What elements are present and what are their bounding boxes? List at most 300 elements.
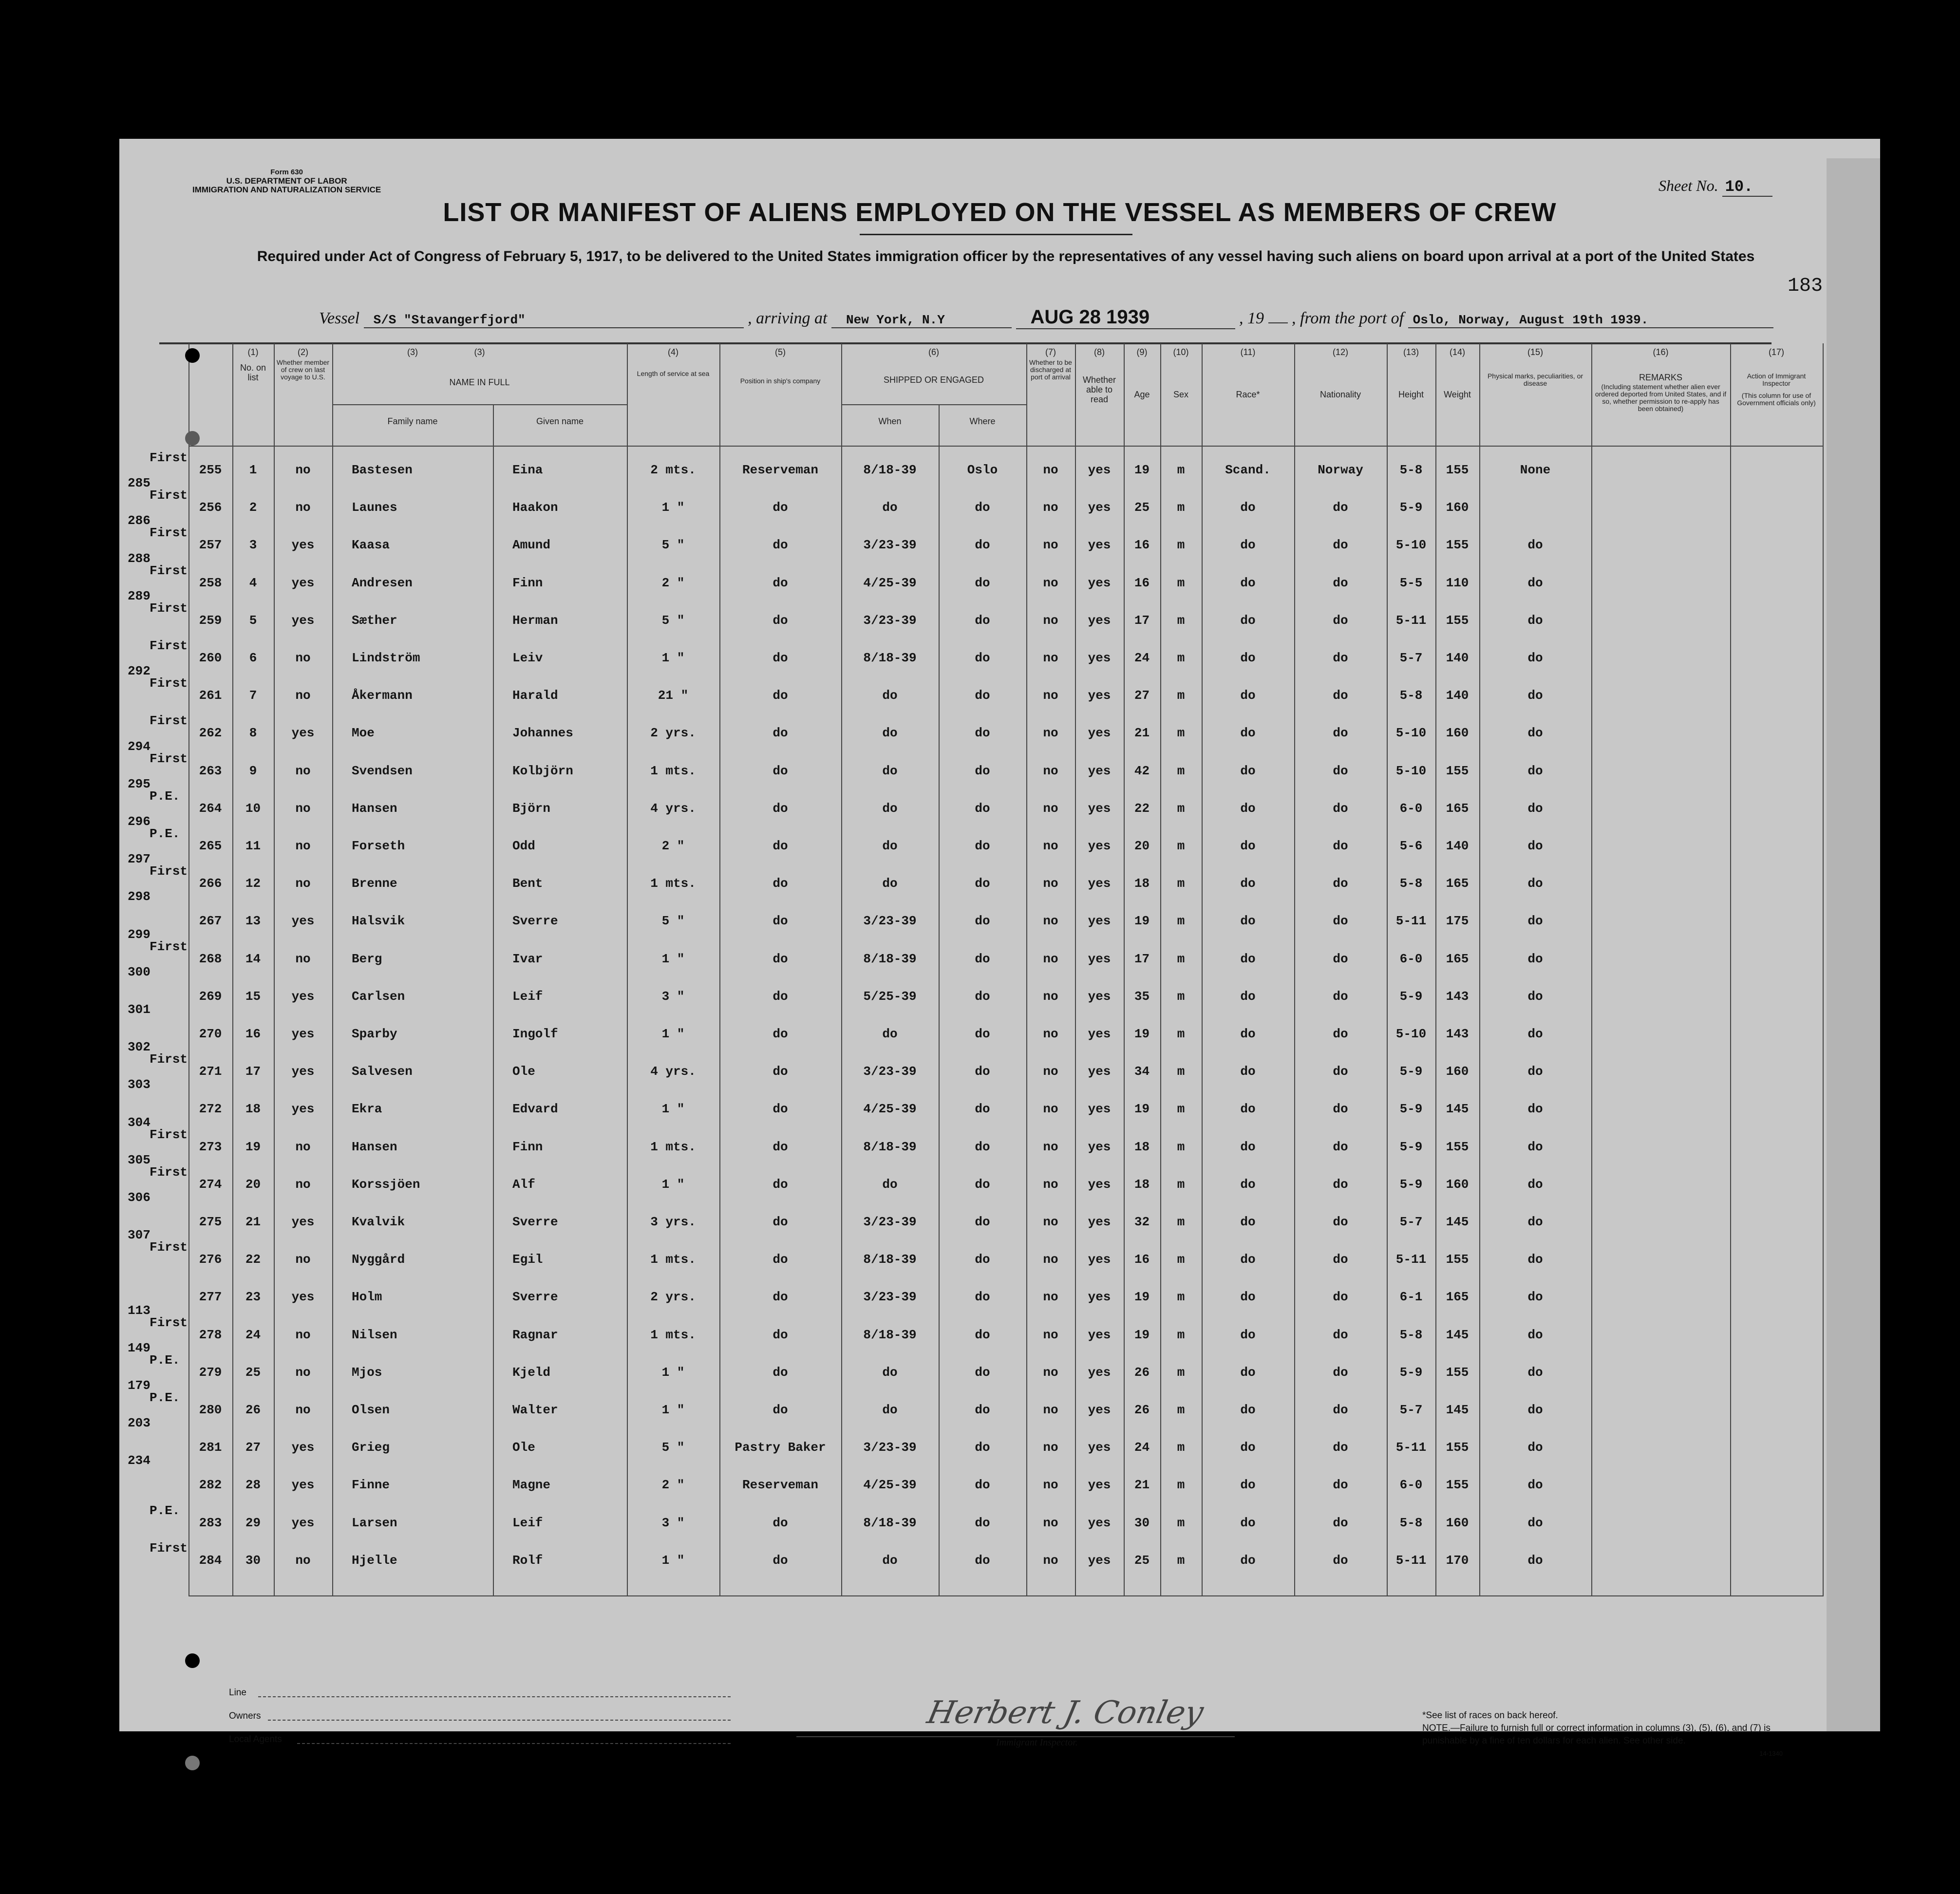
race: do xyxy=(1240,1515,1256,1530)
crew-ref-number: 275 xyxy=(199,1215,222,1229)
weight: 155 xyxy=(1446,1478,1469,1493)
height: 5-9 xyxy=(1399,989,1423,1004)
crew-ref-number: 279 xyxy=(199,1365,222,1380)
year-prefix: , 19 xyxy=(1239,309,1264,327)
physical-marks: do xyxy=(1527,1252,1543,1267)
list-number: 10 xyxy=(245,801,261,816)
given-name: Bent xyxy=(512,876,543,891)
column-number: (6) xyxy=(928,347,939,357)
margin-note: First xyxy=(150,1052,188,1067)
physical-marks: do xyxy=(1527,914,1543,929)
nationality: do xyxy=(1333,1478,1348,1493)
last-voyage: no xyxy=(295,1177,311,1192)
column-header: No. on list xyxy=(240,363,266,382)
list-number: 15 xyxy=(245,989,261,1004)
service-length: 1 mts. xyxy=(650,1327,696,1342)
discharged: no xyxy=(1043,1365,1058,1380)
margin-note: 298 xyxy=(128,889,151,904)
sex: m xyxy=(1177,1027,1185,1041)
agents-field xyxy=(297,1743,731,1744)
column-number: (9) xyxy=(1136,347,1148,357)
physical-marks: do xyxy=(1527,1177,1543,1192)
margin-note: First xyxy=(150,1315,188,1330)
race: do xyxy=(1240,1027,1256,1041)
position: do xyxy=(773,1064,788,1079)
discharged: no xyxy=(1043,1478,1058,1493)
last-voyage: yes xyxy=(291,575,315,590)
inspector-signature: Herbert J. Conley xyxy=(924,1695,1207,1731)
weight: 140 xyxy=(1446,839,1469,853)
list-number: 5 xyxy=(249,613,257,628)
able-to-read: yes xyxy=(1088,951,1111,966)
last-voyage: no xyxy=(295,651,311,665)
service-length: 1 " xyxy=(661,500,685,515)
physical-marks: do xyxy=(1527,688,1543,703)
column-divider xyxy=(493,404,494,1595)
family-name: Korssjöen xyxy=(352,1177,420,1192)
able-to-read: yes xyxy=(1088,463,1111,477)
age: 26 xyxy=(1134,1365,1150,1380)
sex: m xyxy=(1177,500,1185,515)
margin-note: P.E. xyxy=(150,826,180,841)
shipped-where: do xyxy=(975,613,990,628)
sex: m xyxy=(1177,726,1185,741)
given-name: Leiv xyxy=(512,651,543,665)
physical-marks: do xyxy=(1527,1365,1543,1380)
position: do xyxy=(773,1365,788,1380)
list-number: 7 xyxy=(249,688,257,703)
age: 19 xyxy=(1134,914,1150,929)
race: do xyxy=(1240,1252,1256,1267)
race: do xyxy=(1240,876,1256,891)
column-header: Whether to be discharged at port of arrival xyxy=(1029,358,1072,381)
last-voyage: yes xyxy=(291,989,315,1004)
nationality: Norway xyxy=(1318,463,1363,477)
last-voyage: no xyxy=(295,688,311,703)
shipped-where: do xyxy=(975,1252,990,1267)
service: IMMIGRATION AND NATURALIZATION SERVICE xyxy=(192,185,381,194)
margin-note: 179 xyxy=(128,1378,151,1393)
shipped-when: do xyxy=(882,1403,898,1417)
weight: 155 xyxy=(1446,1252,1469,1267)
service-length: 2 mts. xyxy=(650,463,696,477)
nationality: do xyxy=(1333,1365,1348,1380)
given-name: Ole xyxy=(512,1064,535,1079)
discharged: no xyxy=(1043,500,1058,515)
crew-ref-number: 271 xyxy=(199,1064,222,1079)
last-voyage: no xyxy=(295,876,311,891)
list-number: 28 xyxy=(245,1478,261,1493)
sex: m xyxy=(1177,1139,1185,1154)
service-length: 1 " xyxy=(661,1102,685,1117)
service-length: 1 mts. xyxy=(650,876,696,891)
column-number: (17) xyxy=(1768,347,1784,357)
shipped-when: do xyxy=(882,801,898,816)
sex: m xyxy=(1177,613,1185,628)
punch-hole xyxy=(185,348,200,363)
column-number: (16) xyxy=(1653,347,1669,357)
shipped-when: 8/18-39 xyxy=(863,463,917,477)
list-number: 27 xyxy=(245,1440,261,1455)
shipped-where: do xyxy=(975,1327,990,1342)
given-name: Ragnar xyxy=(512,1327,558,1342)
last-voyage: no xyxy=(295,1327,311,1342)
column-group-header: SHIPPED OR ENGAGED xyxy=(883,375,984,385)
service-length: 1 " xyxy=(661,651,685,665)
race: do xyxy=(1240,538,1256,553)
list-number: 3 xyxy=(249,538,257,553)
able-to-read: yes xyxy=(1088,801,1111,816)
position: Pastry Baker xyxy=(735,1440,826,1455)
shipped-where: do xyxy=(975,651,990,665)
crew-ref-number: 272 xyxy=(199,1102,222,1117)
shipped-when: 3/23-39 xyxy=(863,1290,917,1305)
shipped-when: do xyxy=(882,688,898,703)
arriving-at: New York, N.Y xyxy=(831,313,1012,328)
crew-ref-number: 264 xyxy=(199,801,222,816)
family-name: Lindström xyxy=(352,651,420,665)
shipped-where: do xyxy=(975,1139,990,1154)
height: 5-6 xyxy=(1399,839,1423,853)
margin-note: 305 xyxy=(128,1152,151,1167)
crew-ref-number: 277 xyxy=(199,1290,222,1305)
crew-ref-number: 258 xyxy=(199,575,222,590)
shipped-when: 8/18-39 xyxy=(863,1515,917,1530)
list-number: 14 xyxy=(245,951,261,966)
physical-marks: do xyxy=(1527,1139,1543,1154)
crew-ref-number: 282 xyxy=(199,1478,222,1493)
family-name: Nyggård xyxy=(352,1252,405,1267)
family-name: Forseth xyxy=(352,839,405,853)
service-length: 1 " xyxy=(661,1403,685,1417)
physical-marks: do xyxy=(1527,876,1543,891)
sex: m xyxy=(1177,1327,1185,1342)
shipped-where: do xyxy=(975,763,990,778)
height: 5-11 xyxy=(1395,1553,1427,1568)
discharged: no xyxy=(1043,575,1058,590)
weight: 165 xyxy=(1446,801,1469,816)
column-header: Whether member of crew on last voyage to U.S. xyxy=(276,358,330,381)
line-label: Line xyxy=(229,1688,246,1698)
age: 19 xyxy=(1134,1290,1150,1305)
crew-ref-number: 265 xyxy=(199,839,222,853)
weight: 155 xyxy=(1446,1139,1469,1154)
shipped-when: do xyxy=(882,1027,898,1041)
crew-ref-number: 260 xyxy=(199,651,222,665)
last-voyage: no xyxy=(295,763,311,778)
department: U.S. DEPARTMENT OF LABOR xyxy=(226,176,347,186)
physical-marks: do xyxy=(1527,763,1543,778)
margin-note: First xyxy=(150,864,188,879)
crew-ref-number: 284 xyxy=(199,1553,222,1568)
physical-marks: do xyxy=(1527,989,1543,1004)
nationality: do xyxy=(1333,1553,1348,1568)
sheet-number xyxy=(1658,177,1772,196)
given-name: Leif xyxy=(512,1515,543,1530)
column-number: (7) xyxy=(1045,347,1056,357)
given-name: Rolf xyxy=(512,1553,543,1568)
discharged: no xyxy=(1043,801,1058,816)
arriving-label: , arriving at xyxy=(748,309,828,327)
height: 5-8 xyxy=(1399,1515,1423,1530)
crew-ref-number: 274 xyxy=(199,1177,222,1192)
sex: m xyxy=(1177,1403,1185,1417)
last-voyage: yes xyxy=(291,914,315,929)
margin-note: First xyxy=(150,638,188,653)
column-number: (10) xyxy=(1173,347,1189,357)
weight: 145 xyxy=(1446,1327,1469,1342)
last-voyage: yes xyxy=(291,1064,315,1079)
height: 5-9 xyxy=(1399,1064,1423,1079)
able-to-read: yes xyxy=(1088,726,1111,741)
age: 17 xyxy=(1134,613,1150,628)
discharged: no xyxy=(1043,1403,1058,1417)
sex: m xyxy=(1177,538,1185,553)
column-header: Position in ship's company xyxy=(740,377,821,385)
list-number: 9 xyxy=(249,763,257,778)
given-name: Harald xyxy=(512,688,558,703)
margin-note: 286 xyxy=(128,513,151,528)
last-voyage: yes xyxy=(291,1027,315,1041)
position: do xyxy=(773,1252,788,1267)
last-voyage: no xyxy=(295,500,311,515)
given-name: Ivar xyxy=(512,951,543,966)
family-name: Kvalvik xyxy=(352,1215,405,1229)
last-voyage: yes xyxy=(291,726,315,741)
column-number: (2) xyxy=(298,347,308,357)
margin-note: 307 xyxy=(128,1228,151,1243)
race: do xyxy=(1240,1139,1256,1154)
weight: 170 xyxy=(1446,1553,1469,1568)
weight: 140 xyxy=(1446,688,1469,703)
shipped-when: 8/18-39 xyxy=(863,1327,917,1342)
weight: 110 xyxy=(1446,575,1469,590)
column-number: (15) xyxy=(1527,347,1543,357)
age: 18 xyxy=(1134,1177,1150,1192)
service-length: 1 mts. xyxy=(650,763,696,778)
shipped-where: do xyxy=(975,876,990,891)
nationality: do xyxy=(1333,1139,1348,1154)
margin-note: 300 xyxy=(128,964,151,979)
shipped-where: do xyxy=(975,1102,990,1117)
shipped-where: do xyxy=(975,1515,990,1530)
discharged: no xyxy=(1043,876,1058,891)
nationality: do xyxy=(1333,613,1348,628)
able-to-read: yes xyxy=(1088,500,1111,515)
sheet-edge xyxy=(1827,158,1880,1731)
nationality: do xyxy=(1333,801,1348,816)
family-name: Hansen xyxy=(352,1139,397,1154)
physical-marks: do xyxy=(1527,1403,1543,1417)
shipped-when: do xyxy=(882,726,898,741)
given-name: Finn xyxy=(512,575,543,590)
given-name: Kjeld xyxy=(512,1365,551,1380)
family-name: Sæther xyxy=(352,613,397,628)
nationality: do xyxy=(1333,1215,1348,1229)
position: do xyxy=(773,839,788,853)
service-length: 3 yrs. xyxy=(650,1215,696,1229)
race: do xyxy=(1240,1215,1256,1229)
able-to-read: yes xyxy=(1088,613,1111,628)
crew-ref-number: 257 xyxy=(199,538,222,553)
shipped-when: do xyxy=(882,500,898,515)
form-code: 14-1340 xyxy=(1759,1750,1783,1757)
column-number: (12) xyxy=(1332,347,1348,357)
shipped-when: 8/18-39 xyxy=(863,951,917,966)
column-divider xyxy=(1730,343,1731,1595)
physical-marks: do xyxy=(1527,1515,1543,1530)
margin-note: 302 xyxy=(128,1040,151,1055)
sex: m xyxy=(1177,1102,1185,1117)
age: 24 xyxy=(1134,651,1150,665)
discharged: no xyxy=(1043,1139,1058,1154)
nationality: do xyxy=(1333,1515,1348,1530)
position: do xyxy=(773,1027,788,1041)
last-voyage: yes xyxy=(291,1290,315,1305)
physical-marks: do xyxy=(1527,1478,1543,1493)
shipped-where: do xyxy=(975,726,990,741)
margin-note: First xyxy=(150,1164,188,1180)
given-name: Edvard xyxy=(512,1102,558,1117)
column-header: Race* xyxy=(1236,390,1260,399)
able-to-read: yes xyxy=(1088,1478,1111,1493)
weight: 175 xyxy=(1446,914,1469,929)
vessel-name: S/S "Stavangerfjord" xyxy=(364,313,744,328)
nationality: do xyxy=(1333,1177,1348,1192)
shipped-when: do xyxy=(882,1177,898,1192)
age: 25 xyxy=(1134,1553,1150,1568)
able-to-read: yes xyxy=(1088,1215,1111,1229)
height: 5-11 xyxy=(1395,1440,1427,1455)
height: 5-9 xyxy=(1399,1177,1423,1192)
family-name: Hjelle xyxy=(352,1553,397,1568)
age: 19 xyxy=(1134,463,1150,477)
age: 22 xyxy=(1134,801,1150,816)
race: do xyxy=(1240,1403,1256,1417)
discharged: no xyxy=(1043,1515,1058,1530)
able-to-read: yes xyxy=(1088,1440,1111,1455)
age: 16 xyxy=(1134,538,1150,553)
column-number: (5) xyxy=(775,347,786,357)
family-name: Sparby xyxy=(352,1027,397,1041)
weight: 160 xyxy=(1446,726,1469,741)
discharged: no xyxy=(1043,1252,1058,1267)
age: 26 xyxy=(1134,1403,1150,1417)
discharged: no xyxy=(1043,951,1058,966)
list-number: 19 xyxy=(245,1139,261,1154)
age: 21 xyxy=(1134,1478,1150,1493)
height: 5-5 xyxy=(1399,575,1423,590)
service-length: 2 " xyxy=(661,839,685,853)
service-length: 1 mts. xyxy=(650,1139,696,1154)
margin-note: First xyxy=(150,450,188,465)
given-name: Amund xyxy=(512,538,551,553)
weight: 145 xyxy=(1446,1403,1469,1417)
list-number: 13 xyxy=(245,914,261,929)
from-label: , from the port of xyxy=(1292,309,1404,327)
height: 5-7 xyxy=(1399,651,1423,665)
margin-note: 288 xyxy=(128,551,151,566)
discharged: no xyxy=(1043,1215,1058,1229)
service-length: 3 " xyxy=(661,989,685,1004)
shipped-when: 3/23-39 xyxy=(863,1064,917,1079)
given-name: Finn xyxy=(512,1139,543,1154)
margin-note: 285 xyxy=(128,476,151,491)
list-number: 23 xyxy=(245,1290,261,1305)
margin-note: 292 xyxy=(128,664,151,679)
list-number: 24 xyxy=(245,1327,261,1342)
column-number: (3) xyxy=(474,347,485,357)
column-header: Action of Immigrant Inspector xyxy=(1747,372,1806,387)
column-header: Whether able to read xyxy=(1082,375,1116,404)
margin-note: 203 xyxy=(128,1416,151,1431)
agents-label: Local Agents xyxy=(229,1734,282,1744)
discharged: no xyxy=(1043,463,1058,477)
nationality: do xyxy=(1333,1252,1348,1267)
given-name: Alf xyxy=(512,1177,535,1192)
able-to-read: yes xyxy=(1088,1102,1111,1117)
family-name: Bastesen xyxy=(352,463,413,477)
form-number: Form 630 xyxy=(270,168,303,176)
table-bottom-rule xyxy=(188,1595,1824,1596)
age: 21 xyxy=(1134,726,1150,741)
crew-ref-number: 270 xyxy=(199,1027,222,1041)
able-to-read: yes xyxy=(1088,1515,1111,1530)
list-number: 30 xyxy=(245,1553,261,1568)
able-to-read: yes xyxy=(1088,1027,1111,1041)
position: do xyxy=(773,726,788,741)
height: 5-9 xyxy=(1399,1365,1423,1380)
column-header: Given name xyxy=(536,416,584,426)
sex: m xyxy=(1177,1478,1185,1493)
crew-ref-number: 255 xyxy=(199,463,222,477)
crew-ref-number: 256 xyxy=(199,500,222,515)
column-header: Sex xyxy=(1173,390,1189,399)
sex: m xyxy=(1177,914,1185,929)
family-name: Andresen xyxy=(352,575,413,590)
position: do xyxy=(773,538,788,553)
given-name: Ingolf xyxy=(512,1027,558,1041)
nationality: do xyxy=(1333,500,1348,515)
service-length: 1 " xyxy=(661,1365,685,1380)
position: do xyxy=(773,1139,788,1154)
margin-note: P.E. xyxy=(150,788,180,804)
service-length: 3 " xyxy=(661,1515,685,1530)
margin-note: 289 xyxy=(128,588,151,603)
margin-note: 299 xyxy=(128,927,151,942)
crew-ref-number: 266 xyxy=(199,876,222,891)
discharged: no xyxy=(1043,989,1058,1004)
weight: 155 xyxy=(1446,1365,1469,1380)
able-to-read: yes xyxy=(1088,876,1111,891)
service-length: 1 mts. xyxy=(650,1252,696,1267)
voyage-line xyxy=(319,306,1773,329)
list-number: 16 xyxy=(245,1027,261,1041)
service-length: 1 " xyxy=(661,1027,685,1041)
margin-note: First xyxy=(150,713,188,729)
physical-marks: do xyxy=(1527,651,1543,665)
height: 5-11 xyxy=(1395,1252,1427,1267)
given-name: Odd xyxy=(512,839,535,853)
able-to-read: yes xyxy=(1088,1177,1111,1192)
physical-marks: do xyxy=(1527,801,1543,816)
shipped-where: do xyxy=(975,1215,990,1229)
family-name: Nilsen xyxy=(352,1327,397,1342)
weight: 155 xyxy=(1446,763,1469,778)
service-length: 5 " xyxy=(661,613,685,628)
page-title: LIST OR MANIFEST OF ALIENS EMPLOYED ON THE VESSEL AS MEMBERS OF CREW xyxy=(443,198,1557,227)
service-length: 2 yrs. xyxy=(650,726,696,741)
